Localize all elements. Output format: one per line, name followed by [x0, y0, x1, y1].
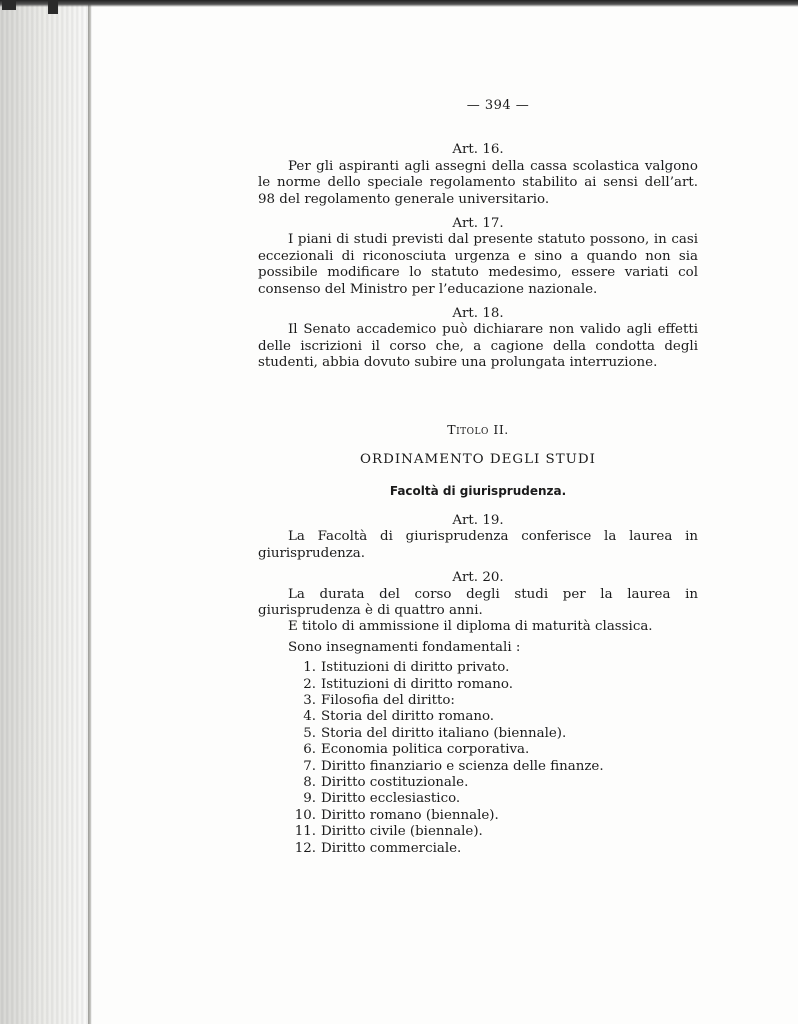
list-item: 11. Diritto civile (biennale). [294, 824, 483, 840]
list-item: 4. Storia del diritto romano. [303, 709, 495, 725]
list-item: 7. Diritto finanziario e scienza delle finanze. [303, 758, 604, 774]
page-content [258, 98, 698, 857]
section-title: ORDINAMENTO DEGLI STUDI [360, 452, 596, 468]
list-item: 3. Filosofia del diritto: [303, 692, 455, 708]
article-paragraph: La durata del corso degli studi per la laurea in giurisprudenza è di quattro anni. [258, 586, 698, 618]
list-item: 2. Istituzioni di diritto romano. [303, 676, 513, 692]
article-16 [258, 142, 698, 208]
article-20 [258, 570, 698, 857]
article-paragraph: Per gli aspiranti agli assegni della cassa scolastica valgono le norme dello speciale regolamento stabilito ai sensi dell’art. 98 del regolamento generale universitario. [258, 158, 698, 207]
article-paragraph: E titolo di ammissione il diploma di maturità classica. [288, 619, 653, 635]
article-18 [258, 306, 698, 372]
list-item: 8. Diritto costituzionale. [303, 775, 469, 790]
title-number: II. [493, 421, 509, 437]
title-word: Titolo [447, 421, 489, 437]
list-item: 12. Diritto commerciale. [294, 840, 462, 856]
list-intro: Sono insegnamenti fondamentali : [288, 639, 521, 655]
article-heading: Art. 17. [452, 216, 504, 232]
list-item: 9. Diritto ecclesiastico. [303, 791, 461, 807]
scan-mark [2, 0, 16, 10]
book-binding-edge [0, 0, 92, 1024]
course-list [286, 660, 698, 857]
article-heading: Art. 19. [452, 512, 504, 528]
faculty-heading: Facoltà di giurisprudenza. [389, 483, 567, 498]
article-heading: Art. 16. [452, 142, 504, 158]
list-item: 10. Diritto romano (biennale). [294, 807, 499, 823]
page-number: — 394 — [466, 98, 530, 113]
article-heading: Art. 20. [452, 570, 504, 586]
title-heading [258, 422, 698, 438]
list-item: 6. Economia politica corporativa. [303, 742, 530, 758]
top-scan-border [0, 0, 798, 7]
article-paragraph: I piani di studi previsti dal presente statuto possono, in casi eccezionali di riconosciuta urgenza e sino a quando non sia possibile modificare lo statuto medesimo, essere variati col consenso del Ministro per l’educazione nazionale. [258, 232, 698, 297]
article-heading: Art. 18. [452, 306, 504, 322]
article-paragraph: Il Senato accademico può dichiarare non valido agli effetti delle iscrizioni il corso che, a cagione della condotta degli studenti, abbia dovuto subire una prolungata interruzione. [258, 322, 698, 371]
article-paragraph: La Facoltà di giurisprudenza conferisce la laurea in giurisprudenza. [258, 529, 698, 561]
list-item: 1. Istituzioni di diritto privato. [303, 660, 510, 676]
list-item: 5. Storia del diritto italiano (biennale). [303, 725, 567, 741]
article-19 [258, 513, 698, 562]
scan-mark [48, 0, 58, 14]
binding-shadow [88, 0, 91, 1024]
article-17 [258, 216, 698, 298]
